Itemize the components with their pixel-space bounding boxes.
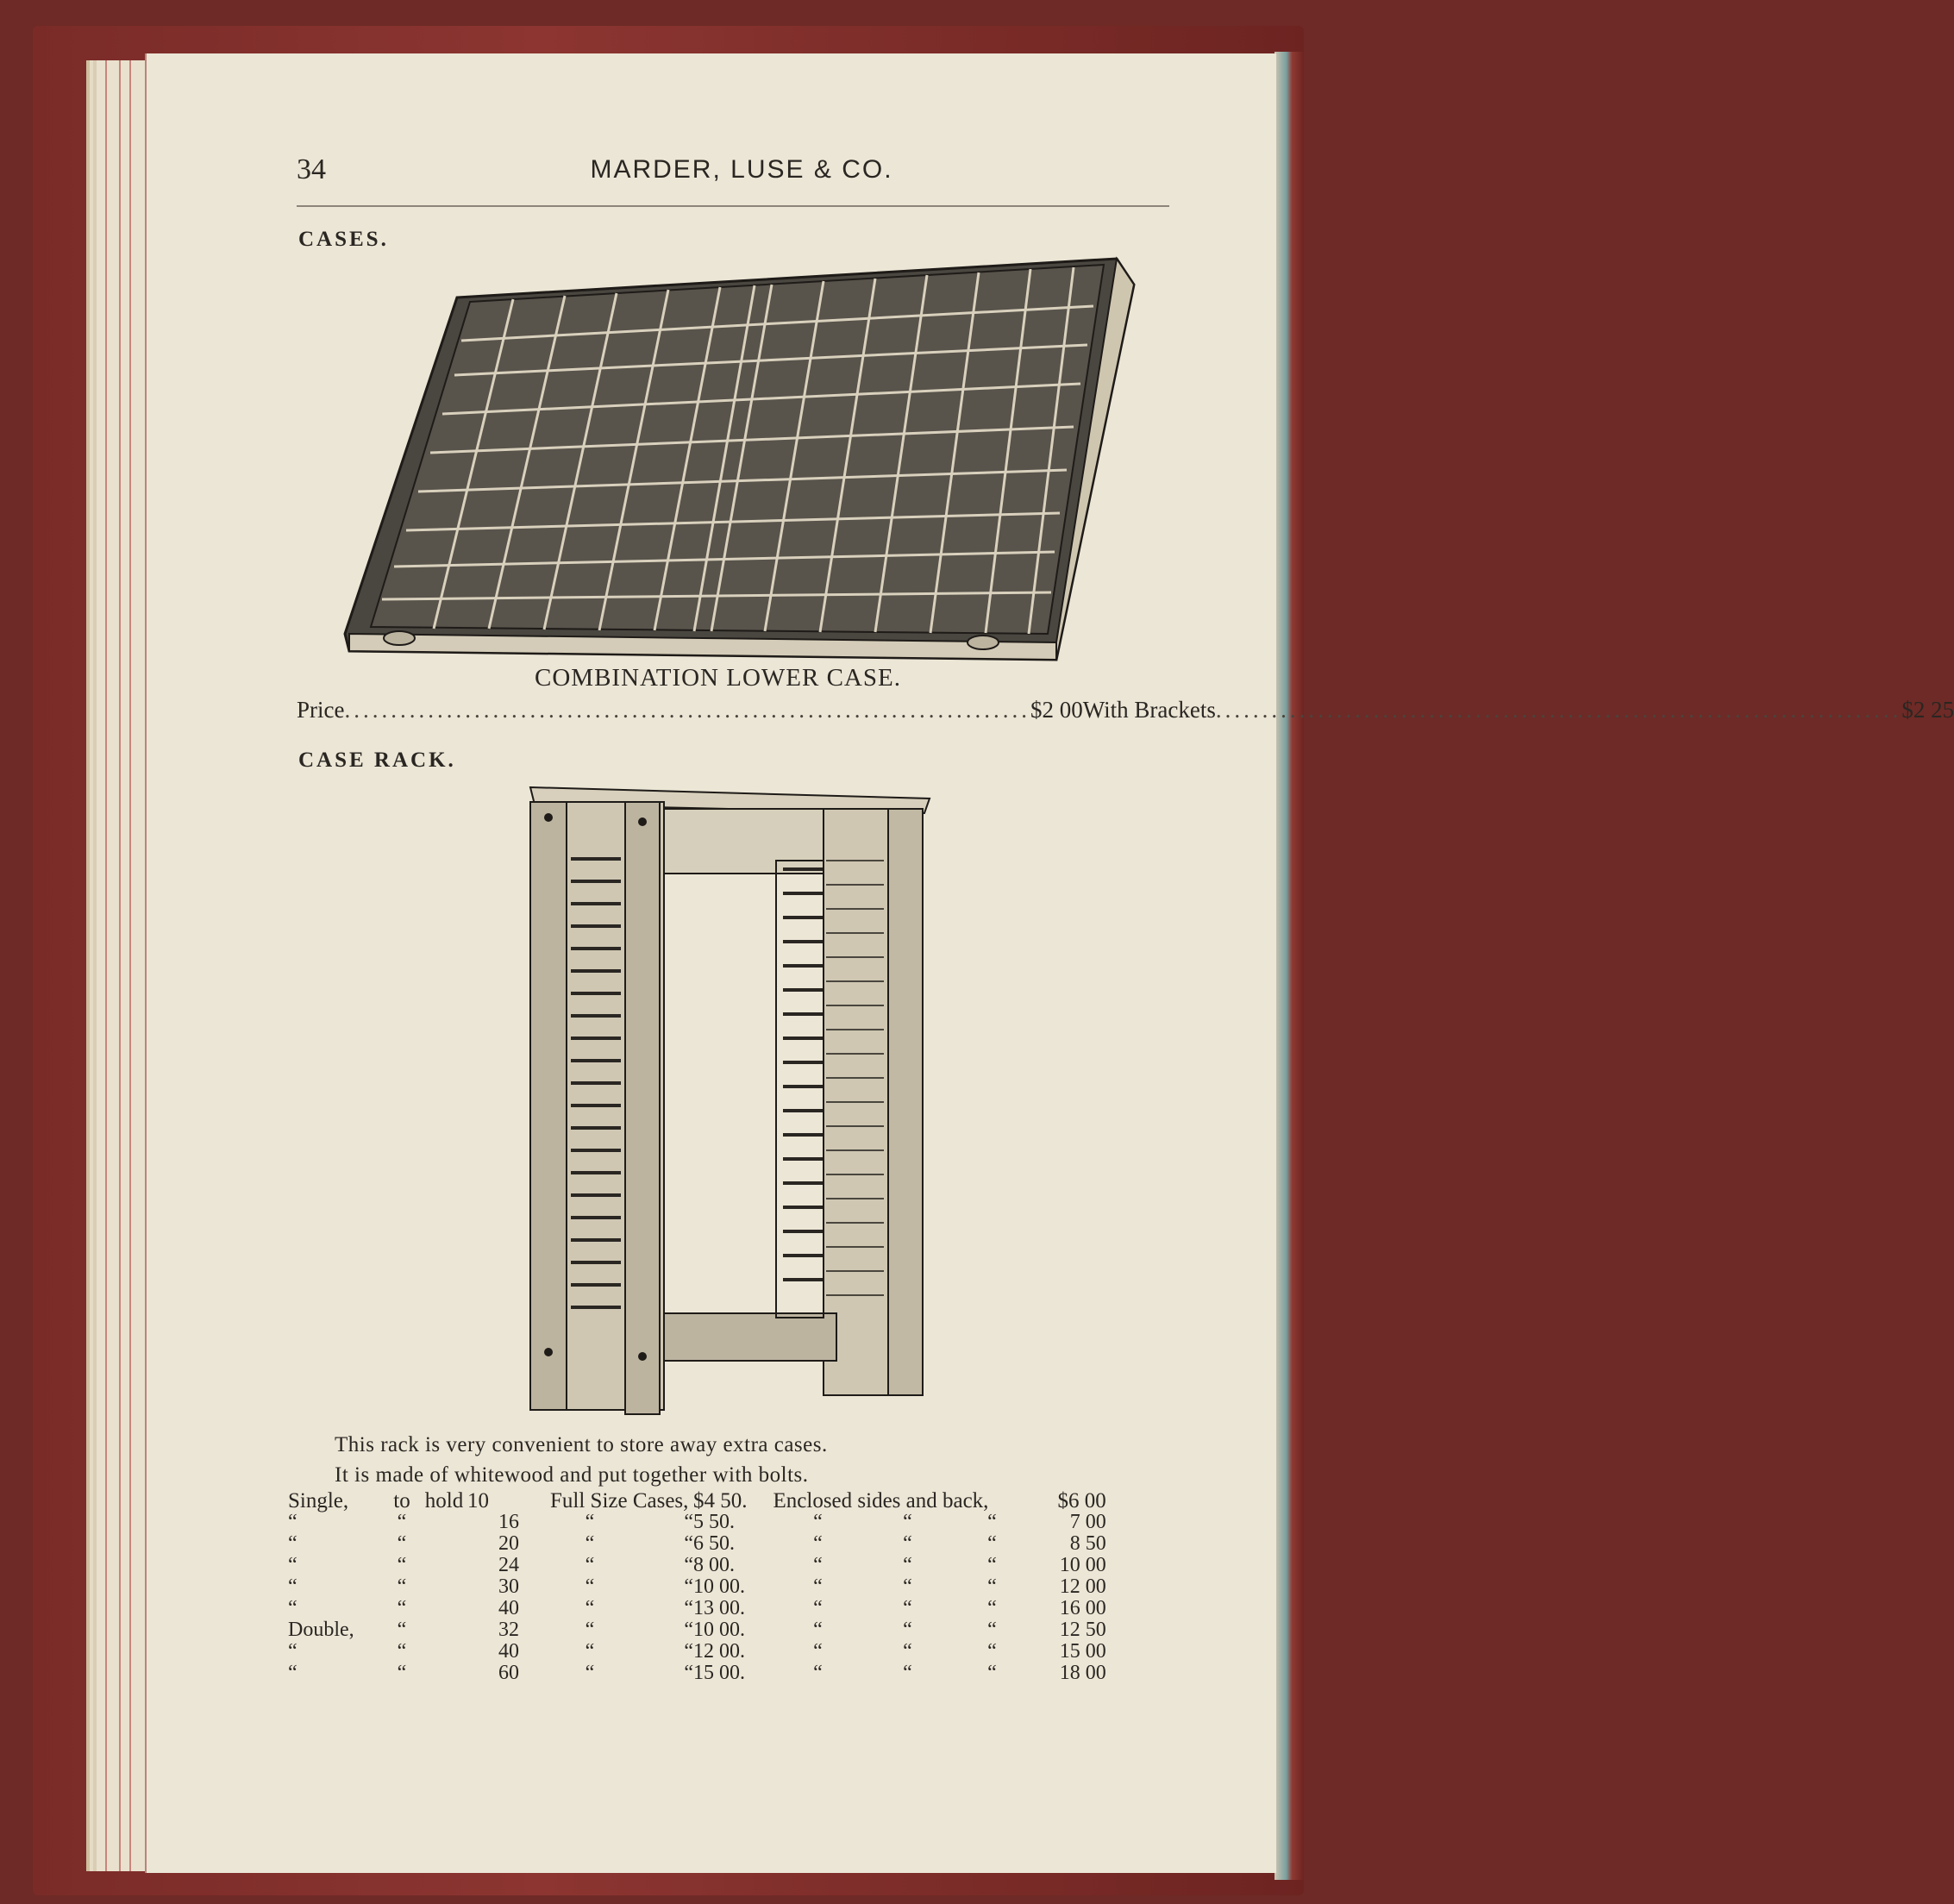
table-cell: “ [684, 1532, 693, 1555]
table-cell: “ [585, 1662, 595, 1684]
combination-lower-case-illustration [341, 254, 1138, 668]
table-cell: “ [903, 1575, 912, 1598]
table-cell: 13 00. [693, 1597, 745, 1619]
table-cell: Double, [288, 1619, 354, 1641]
table-cell: “ [288, 1511, 297, 1533]
page-number: 34 [297, 153, 326, 185]
table-cell: “ [684, 1640, 693, 1663]
table-cell: “ [987, 1640, 997, 1663]
table-row [288, 1641, 1106, 1663]
table-cell: “ [288, 1640, 297, 1663]
table-cell: “ [684, 1511, 693, 1533]
table-cell: “ [397, 1575, 407, 1598]
table-cell: “ [987, 1662, 997, 1684]
table-row [288, 1555, 1106, 1576]
table-cell: 8 50 [1069, 1532, 1106, 1555]
table-cell: “ [585, 1575, 595, 1598]
table-cell: 60 [498, 1662, 519, 1684]
table-cell: “ [585, 1597, 595, 1619]
table-cell: “ [288, 1597, 297, 1619]
table-cell: “ [684, 1619, 693, 1641]
header-rule [297, 205, 1169, 207]
table-cell: “ [288, 1575, 297, 1598]
table-cell: “ [987, 1619, 997, 1641]
table-cell: “ [987, 1554, 997, 1576]
table-cell: 5 50. [693, 1511, 735, 1533]
table-cell: “ [813, 1619, 823, 1641]
table-cell: “ [987, 1511, 997, 1533]
page-edge-line [129, 60, 131, 1871]
table-cell: 20 [498, 1532, 519, 1555]
table-cell: 10 [467, 1489, 489, 1513]
table-cell: “ [585, 1640, 595, 1663]
table-cell: “ [684, 1575, 693, 1598]
table-cell: “ [813, 1640, 823, 1663]
table-cell: “ [813, 1575, 823, 1598]
table-cell: “ [813, 1597, 823, 1619]
table-cell: hold [424, 1489, 464, 1513]
dot-leader: .......................................................................... [1215, 697, 1902, 723]
table-cell: “ [585, 1619, 595, 1641]
table-cell: “ [987, 1597, 997, 1619]
table-cell: “ [288, 1554, 297, 1576]
table-cell: 12 00 [1059, 1575, 1106, 1598]
table-cell: 10 00. [693, 1575, 745, 1598]
table-cell: “ [903, 1554, 912, 1576]
table-row [288, 1598, 1106, 1619]
table-cell: 12 50 [1059, 1619, 1106, 1641]
table-cell: 6 50. [693, 1532, 735, 1555]
table-cell: 15 00. [693, 1662, 745, 1684]
table-cell: 7 00 [1069, 1511, 1106, 1533]
table-cell: $4 50. [693, 1489, 748, 1513]
table-cell: “ [903, 1597, 912, 1619]
table-cell: “ [987, 1532, 997, 1555]
table-cell: to [393, 1489, 410, 1513]
table-cell: “ [903, 1640, 912, 1663]
table-cell: “ [813, 1511, 823, 1533]
page-edge-line [119, 60, 121, 1871]
table-row [288, 1490, 1106, 1512]
table-cell: 40 [498, 1640, 519, 1663]
case-rack-heading: CASE RACK. [298, 748, 456, 772]
table-row [288, 1663, 1106, 1684]
brackets-label: With Brackets [1082, 697, 1216, 723]
price-value: $2 00 [1030, 697, 1083, 723]
table-cell: 10 00. [693, 1619, 745, 1641]
table-row [288, 1619, 1106, 1641]
table-cell: 40 [498, 1597, 519, 1619]
table-cell: 16 [498, 1511, 519, 1533]
table-cell: “ [397, 1511, 407, 1533]
brackets-value: $2 25 [1901, 697, 1954, 723]
table-cell: “ [903, 1511, 912, 1533]
rack-description-1: This rack is very convenient to store away extra cases. [335, 1433, 828, 1456]
table-cell: “ [585, 1532, 595, 1555]
table-cell: 18 00 [1059, 1662, 1106, 1684]
table-cell: “ [397, 1662, 407, 1684]
table-cell: “ [397, 1619, 407, 1641]
price-label: Price [297, 697, 345, 723]
case-rack-illustration [517, 783, 931, 1421]
table-cell: Single, [288, 1489, 349, 1513]
table-cell: “ [903, 1619, 912, 1641]
table-cell: “ [987, 1575, 997, 1598]
page-edge-line [105, 60, 107, 1871]
rack-description-2: It is made of whitewood and put together with bolts. [335, 1463, 809, 1487]
table-cell: 16 00 [1059, 1597, 1106, 1619]
table-cell: Full Size Cases, [550, 1489, 689, 1513]
table-cell: “ [397, 1532, 407, 1555]
table-cell: “ [813, 1532, 823, 1555]
dot-leader: .......................................................................... [344, 697, 1030, 723]
table-cell: 32 [498, 1619, 519, 1641]
table-cell: 15 00 [1059, 1640, 1106, 1663]
table-cell: $6 00 [1057, 1489, 1106, 1513]
case-price-line [297, 697, 1954, 723]
table-cell: 30 [498, 1575, 519, 1598]
table-row [288, 1512, 1106, 1533]
rack-price-table [288, 1490, 1106, 1684]
table-cell: “ [585, 1554, 595, 1576]
book-spine [1274, 52, 1304, 1880]
table-cell: 12 00. [693, 1640, 745, 1663]
table-cell: “ [903, 1662, 912, 1684]
table-cell: “ [684, 1662, 693, 1684]
table-cell: “ [903, 1532, 912, 1555]
table-cell: “ [288, 1662, 297, 1684]
table-cell: “ [397, 1640, 407, 1663]
table-cell: “ [813, 1662, 823, 1684]
case-caption: COMBINATION LOWER CASE. [535, 664, 901, 692]
table-cell: Enclosed sides and back, [773, 1489, 989, 1513]
table-cell: 24 [498, 1554, 519, 1576]
table-cell: “ [684, 1554, 693, 1576]
table-row [288, 1576, 1106, 1598]
table-cell: “ [684, 1597, 693, 1619]
table-row [288, 1533, 1106, 1555]
table-cell: “ [288, 1532, 297, 1555]
table-cell: “ [813, 1554, 823, 1576]
table-cell: “ [397, 1597, 407, 1619]
running-title: MARDER, LUSE & CO. [590, 155, 893, 184]
table-cell: 10 00 [1059, 1554, 1106, 1576]
table-cell: 8 00. [693, 1554, 735, 1576]
table-cell: “ [585, 1511, 595, 1533]
table-cell: “ [397, 1554, 407, 1576]
cases-heading: CASES. [298, 228, 389, 251]
